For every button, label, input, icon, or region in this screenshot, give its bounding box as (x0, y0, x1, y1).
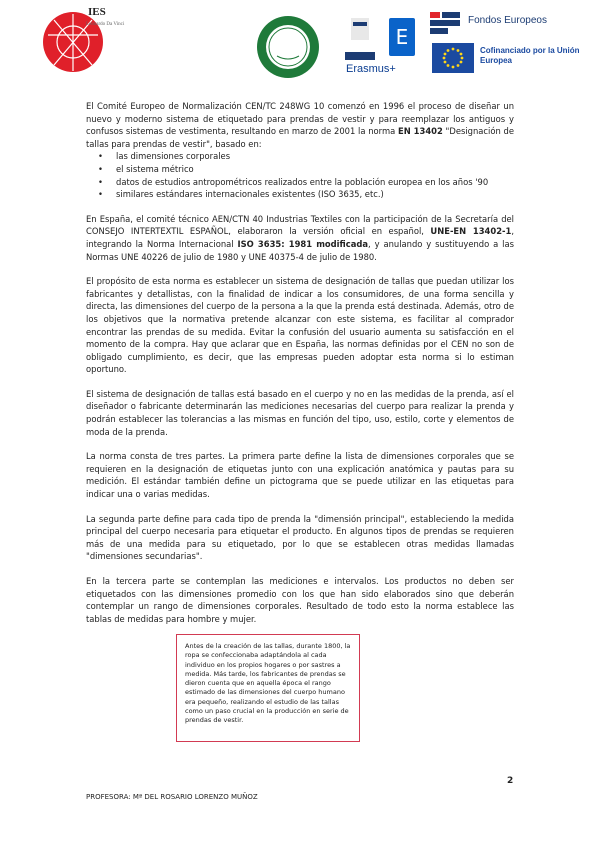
page-number: 2 (507, 776, 514, 786)
iso-14001-seal (255, 14, 321, 80)
document-body (86, 100, 514, 637)
list-item: • similares estándares internacionales existentes (ISO 3635, etc.) (116, 188, 514, 201)
efqm-icon (345, 18, 375, 62)
ies-title: IES (88, 6, 106, 18)
paragraph-5: La norma consta de tres partes. La primera parte define la lista de dimensiones corporales que se requieren en la designación de etiquetas junto con una explicación anatómica y pautas para su medición. El estándar también define un pictograma que se puede utilizar en las etiquetas para indicar una o varias medidas. (86, 451, 514, 500)
list-item: • las dimensiones corporales (116, 150, 514, 163)
fondos-europeos-icon (430, 12, 462, 34)
eu-flag-icon (432, 43, 474, 73)
fondos-europeos: Fondos Europeos (468, 15, 547, 26)
page-header (0, 0, 600, 90)
footer-author: PROFESORA: Mª DEL ROSARIO LORENZO MUÑOZ (86, 793, 258, 801)
paragraph-3: El propósito de esta norma es establecer un sistema de designación de tallas que puedan utilizar los fabricantes y detallistas, con la finalidad de indicar a los consumidores, de una forma sencilla y directa, las dimensiones del cuerpo de la persona a la que la prenda está destinada. Además, otro de los objetivos que la normativa pretende alcanzar con este sistema, es facilitar al comprador encontrar las prendas de su medida. Evitar la confusión del usuario aumenta su satisfacción en el momento de la compra. Hay que aclarar que en España, las normas definidas por el CEN no son de obligado cumplimiento, es decir, que las empresas pueden adoptar esta norma si lo estiman oportuno. (86, 276, 514, 375)
list-item: • datos de estudios antropométricos realizados entre la población europea en los años '90 (116, 176, 514, 189)
paragraph-7: En la tercera parte se contemplan las mediciones e intervalos. Los productos no deben ser etiquetados con las dimensiones promedio con los que han sido elaborados sino que deberán contemplar un rango de dimensiones corporales. Resultado de todo esto la norma establece las tablas de medidas para hombre y mujer. (86, 576, 514, 624)
historical-note-box: Antes de la creación de las tallas, durante 1800, la ropa se confeccionaba adaptándola al cada individuo en los propios hogares o por sastres a medida. Más tarde, los fabricantes de prendas se dieron cuenta que en aquella época el rango estimado de las dimensiones del cuerpo humano era pequeño, realizando el estudio de las tallas como un paso crucial en la producción en serie de prendas de vestir. (176, 634, 360, 742)
cofinanciado-text: Cofinanciado por la Unión Europea (480, 46, 580, 65)
erasmus-logo: Erasmus+ (346, 63, 396, 75)
paragraph-6: La segunda parte define para cada tipo de prenda la "dimensión principal", estableciendo la medida principal del cuerpo necesaria para etiquetar el producto. En algunos tipos de prendas se requieren más de una medida para su etiquetado, por lo que se establecen otras medidas llamadas "dimensiones secundarias". (86, 513, 514, 562)
calidad-icon (389, 18, 415, 62)
paragraph-1: El Comité Europeo de Normalización CEN/TC 248WG 10 comenzó en 1996 el proceso de diseñar un nuevo y moderno sistema de etiquetado para prendas de vestir y para reemplazar los antiguos y confusos sistemas de vestimenta, resultando en marzo de 2001 la norma EN 13402 "Designación de tallas para prendas de vestir", basado en: (86, 101, 514, 149)
svg-text:E: E (395, 25, 409, 49)
paragraph-2: En España, el comité técnico AEN/CTN 40 Industrias Textiles con la participación de la Secretaría del CONSEJO INTERTEXTIL ESPAÑOL, elaboraron la versión oficial en español, UNE-EN 13402-1, integrando la Norma Internacional ISO 3635: 1981 modificada, y anulando y sustituyendo a las Normas UNE 40226 de julio de 1980 y UNE 40375-4 de julio de 1980. (86, 213, 515, 262)
list-item: • el sistema métrico (116, 163, 514, 176)
paragraph-4: El sistema de designación de tallas está basado en el cuerpo y no en las medidas de la prenda, así el diseñador o fabricante determinarán las mediciones necesarias del cuerpo para realizar la prenda y podrán establecer las tolerancias a las mismas en función del tipo, uso, estilo, corte y elementos de moda de la prenda. (86, 388, 514, 437)
bullet-list (86, 150, 514, 200)
ies-subtitle: Leonardo Da Vinci (86, 22, 125, 27)
